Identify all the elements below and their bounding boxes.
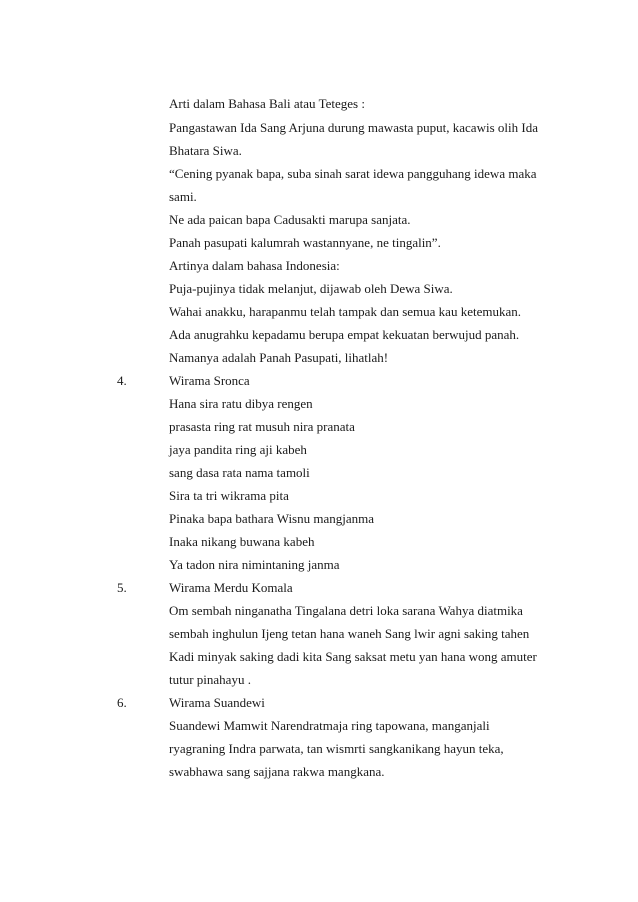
intro-line: Panah pasupati kalumrah wastannyane, ne tingalin”.	[169, 235, 441, 250]
verse-line: Kadi minyak saking dadi kita Sang saksat metu yan hana wong amuter	[169, 649, 537, 664]
intro-line: Ne ada paican bapa Cadusakti marupa sanjata.	[169, 212, 411, 227]
verse-line: Suandewi Mamwit Narendratmaja ring tapowana, manganjali	[169, 718, 490, 733]
verse-line: sang dasa rata nama tamoli	[169, 465, 310, 480]
verse-line: jaya pandita ring aji kabeh	[169, 442, 307, 457]
intro-line: Namanya adalah Panah Pasupati, lihatlah!	[169, 350, 389, 365]
verse-line: Om sembah ninganatha Tingalana detri loka sarana Wahya diatmika	[169, 603, 523, 618]
verse-line: swabhawa sang sajjana rakwa mangkana.	[169, 764, 385, 779]
verse-line: Ya tadon nira nimintaning janma	[169, 557, 340, 572]
section-title: Wirama Suandewi	[169, 695, 265, 710]
verse-line: sembah inghulun Ijeng tetan hana waneh Sang lwir agni saking tahen	[169, 626, 530, 641]
verse-line: ryagraning Indra parwata, tan wismrti sangkanikang hayun teka,	[169, 741, 504, 756]
section-title: Wirama Sronca	[169, 373, 250, 388]
verse-line: Pinaka bapa bathara Wisnu mangjanma	[169, 511, 375, 526]
intro-line: Pangastawan Ida Sang Arjuna durung mawasta puput, kacawis olih Ida	[169, 120, 538, 135]
verse-line: prasasta ring rat musuh nira pranata	[169, 419, 355, 434]
intro-line: Artinya dalam bahasa Indonesia:	[169, 258, 340, 273]
section-number: 6.	[117, 695, 127, 710]
verse-line: Sira ta tri wikrama pita	[169, 488, 289, 503]
verse-line: Inaka nikang buwana kabeh	[169, 534, 315, 549]
intro-line: “Cening pyanak bapa, suba sinah sarat idewa pangguhang idewa maka	[169, 166, 537, 181]
intro-line: Wahai anakku, harapanmu telah tampak dan semua kau ketemukan.	[169, 304, 521, 319]
intro-heading: Arti dalam Bahasa Bali atau Teteges :	[169, 96, 365, 111]
section-title: Wirama Merdu Komala	[169, 580, 293, 595]
section-number: 4.	[117, 373, 127, 388]
section-number: 5.	[117, 580, 127, 595]
intro-line: Puja-pujinya tidak melanjut, dijawab oleh Dewa Siwa.	[169, 281, 453, 296]
intro-line: Bhatara Siwa.	[169, 143, 242, 158]
verse-line: Hana sira ratu dibya rengen	[169, 396, 313, 411]
intro-line: Ada anugrahku kepadamu berupa empat kekuatan berwujud panah.	[169, 327, 520, 342]
intro-line: sami.	[169, 189, 197, 204]
verse-line: tutur pinahayu .	[169, 672, 251, 687]
